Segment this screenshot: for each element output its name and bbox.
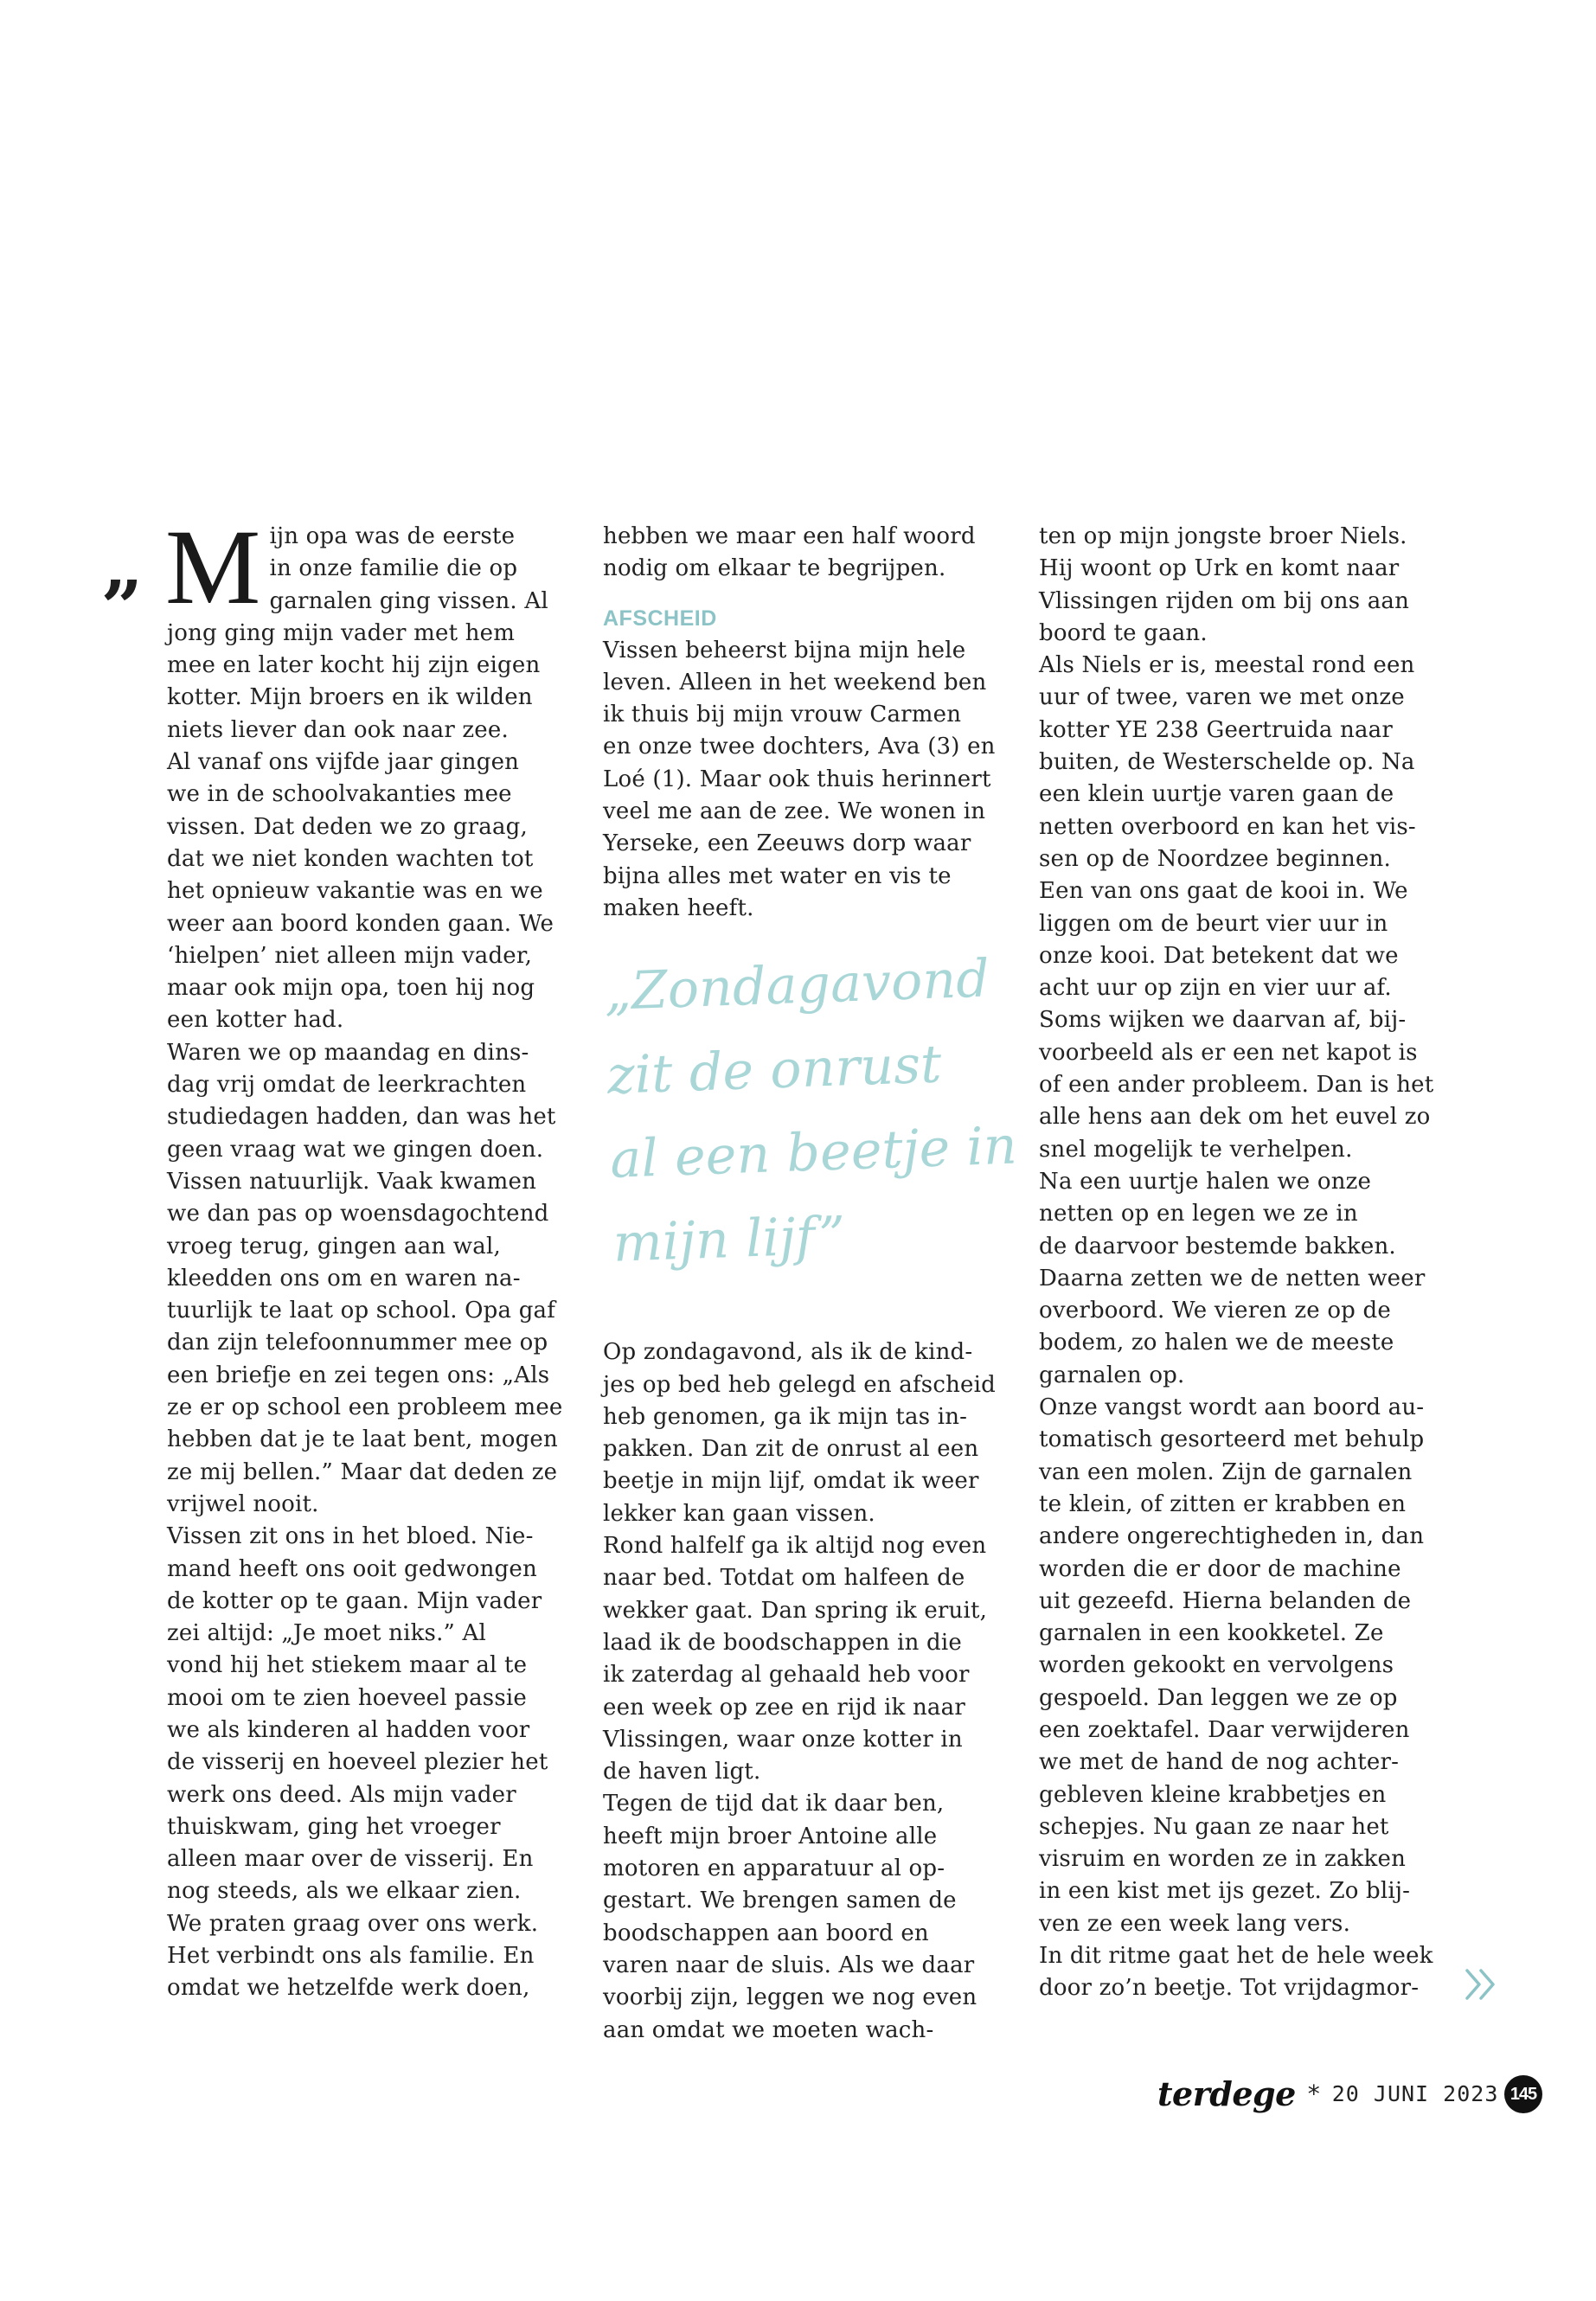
article-paragraph: Als Niels er is, meestal rond een uur of twee, varen we met onze kotter YE 238 Geertruida naar buiten, de Westerschelde op. Na een klein uurtje varen gaan de netten overboord en kan het vis- sen op de Noordzee beginnen. Een van ons gaat de kooi in. We liggen om de beurt vier uur in onze kooi. Dat betekent dat we acht uur op zijn en vier uur af. Soms wijken we daarvan af, bij- voorbeeld als er een net kapot is of een ander probleem. Dan is het alle hens aan dek om het euvel zo snel mogelijk te verhelpen. <box>1039 652 1434 1163</box>
pull-quote: „Zondagavond zit de onrust al een beetje in mijn lijf” <box>603 948 1018 1275</box>
article-column-2 <box>603 521 1016 2047</box>
intro-text: ijn opa was de eerste in onze familie die op garnalen ging vissen. Al jong ging mijn vader met hem mee en later kocht hij zijn eigen kotter. Mijn broers en ik wilden niets liever dan ook naar zee. <box>167 523 548 743</box>
article-paragraph: Tegen de tijd dat ik daar ben, heeft mijn broer Antoine alle motoren en apparatuur al op- gestart. We brengen samen de boodschappen aan boord en varen naar de sluis. Als we daar voorbij zijn, leggen we nog even aan omdat we moeten wach- <box>603 1791 977 2043</box>
article-paragraph: Waren we op maandag en dins- dag vrij omdat de leerkrachten studiedagen hadden, dan was het geen vraag wat we gingen doen. Vissen natuurlijk. Vaak kwamen we dan pas op woensdagochtend vroeg terug, gingen aan wal, kleedden ons om en waren na- tuurlijk te laat op school. Opa gaf dan zijn telefoonnummer mee op een briefje en zei tegen ons: „Als ze er op school een probleem mee hebben dat je te laat bent, mogen ze mij bellen.” Maar dat deden ze vrijwel nooit. <box>167 1039 563 1517</box>
page-footer <box>1157 2069 1498 2118</box>
opening-quote-mark: „ <box>102 522 144 608</box>
footer-separator: * <box>1307 2079 1320 2108</box>
article-paragraph: Onze vangst wordt aan boord au- tomatisch gesorteerd met behulp van een molen. Zijn de garnalen te klein, of zitten er krabben en andere ongerechtigheden in, dan worden die er door de machine uit gezeefd. Hierna belanden de garnalen in een kookketel. Ze worden gekookt en vervolgens gespoeld. Dan leggen we ze op een zoektafel. Daar verwijderen we met de hand de nog achter- gebleven kleine krabbetjes en schepjes. Nu gaan ze naar het visruim en worden ze in zakken in een kist met ijs gezet. Zo blij- ven ze een week lang vers. <box>1039 1394 1425 1937</box>
article-paragraph: Al vanaf ons vijfde jaar gingen we in de schoolvakanties mee vissen. Dat deden we zo graag, dat we niet konden wachten tot het opnieuw vakantie was en we weer aan boord konden gaan. We ‘hielpen’ niet alleen mijn vader, maar ook mijn opa, toen hij nog een kotter had. <box>167 749 554 1034</box>
article-paragraph: hebben we maar een half woord nodig om elkaar te begrijpen. <box>603 523 976 582</box>
article-column-1 <box>165 508 580 2005</box>
article-paragraph: In dit ritme gaat het de hele week door zo’n beetje. Tot vrijdagmor- <box>1039 1943 1433 2002</box>
article-paragraph: Na een uurtje halen we onze netten op en legen we ze in de daarvoor bestemde bakken. Daarna zetten we de netten weer overboord. We vieren ze op de bodem, zo halen we de meeste garnalen op. <box>1039 1168 1426 1388</box>
article-paragraph: Rond halfelf ga ik altijd nog even naar bed. Totdat om halfeen de wekker gaat. Dan spring ik eruit, laad ik de boodschappen in die ik zaterdag al gehaald heb voor een week op zee en rijd ik naar Vlissingen, waar onze kotter in de haven ligt. <box>603 1533 988 1785</box>
issue-date: 20 JUNI 2023 <box>1331 2080 1499 2106</box>
page-number-badge: 145 <box>1504 2075 1542 2113</box>
article-paragraph <box>165 508 580 747</box>
article-column-3 <box>1039 521 1452 2005</box>
article-paragraph: Op zondagavond, als ik de kind- jes op bed heb gelegd en afscheid heb genomen, ga ik mijn tas in- pakken. Dan zit de onrust al een beetje in mijn lijf, omdat ik weer lekker kan gaan vissen. <box>603 1339 996 1527</box>
article-paragraph: ten op mijn jongste broer Niels. Hij woont op Urk en komt naar Vlissingen rijden om bij ons aan boord te gaan. <box>1039 523 1410 646</box>
magazine-logo: terdege <box>1157 2073 1296 2113</box>
dropcap: M <box>165 508 261 626</box>
double-chevron-right-icon <box>1462 1964 1503 2005</box>
article-paragraph: Vissen beheerst bijna mijn hele leven. Alleen in het weekend ben ik thuis bij mijn vrouw Carmen en onze twee dochters, Ava (3) en Loé (1). Maar ook thuis herinnert veel me aan de zee. We wonen in Yerseke, een Zeeuws dorp waar bijna alles met water en vis te maken heeft. <box>603 637 996 921</box>
section-heading: AFSCHEID <box>603 606 717 631</box>
article-paragraph: Vissen zit ons in het bloed. Nie- mand heeft ons ooit gedwongen de kotter op te gaan. Mijn vader zei altijd: „Je moet niks.” Al vond hij het stiekem maar al te mooi om te zien hoeveel passie we als kinderen al hadden voor de visserij en hoeveel plezier het werk ons deed. Als mijn vader thuiskwam, ging het vroeger alleen maar over de visserij. En nog steeds, als we elkaar zien. We praten graag over ons werk. Het verbindt ons als familie. En omdat we hetzelfde werk doen, <box>167 1523 548 2002</box>
